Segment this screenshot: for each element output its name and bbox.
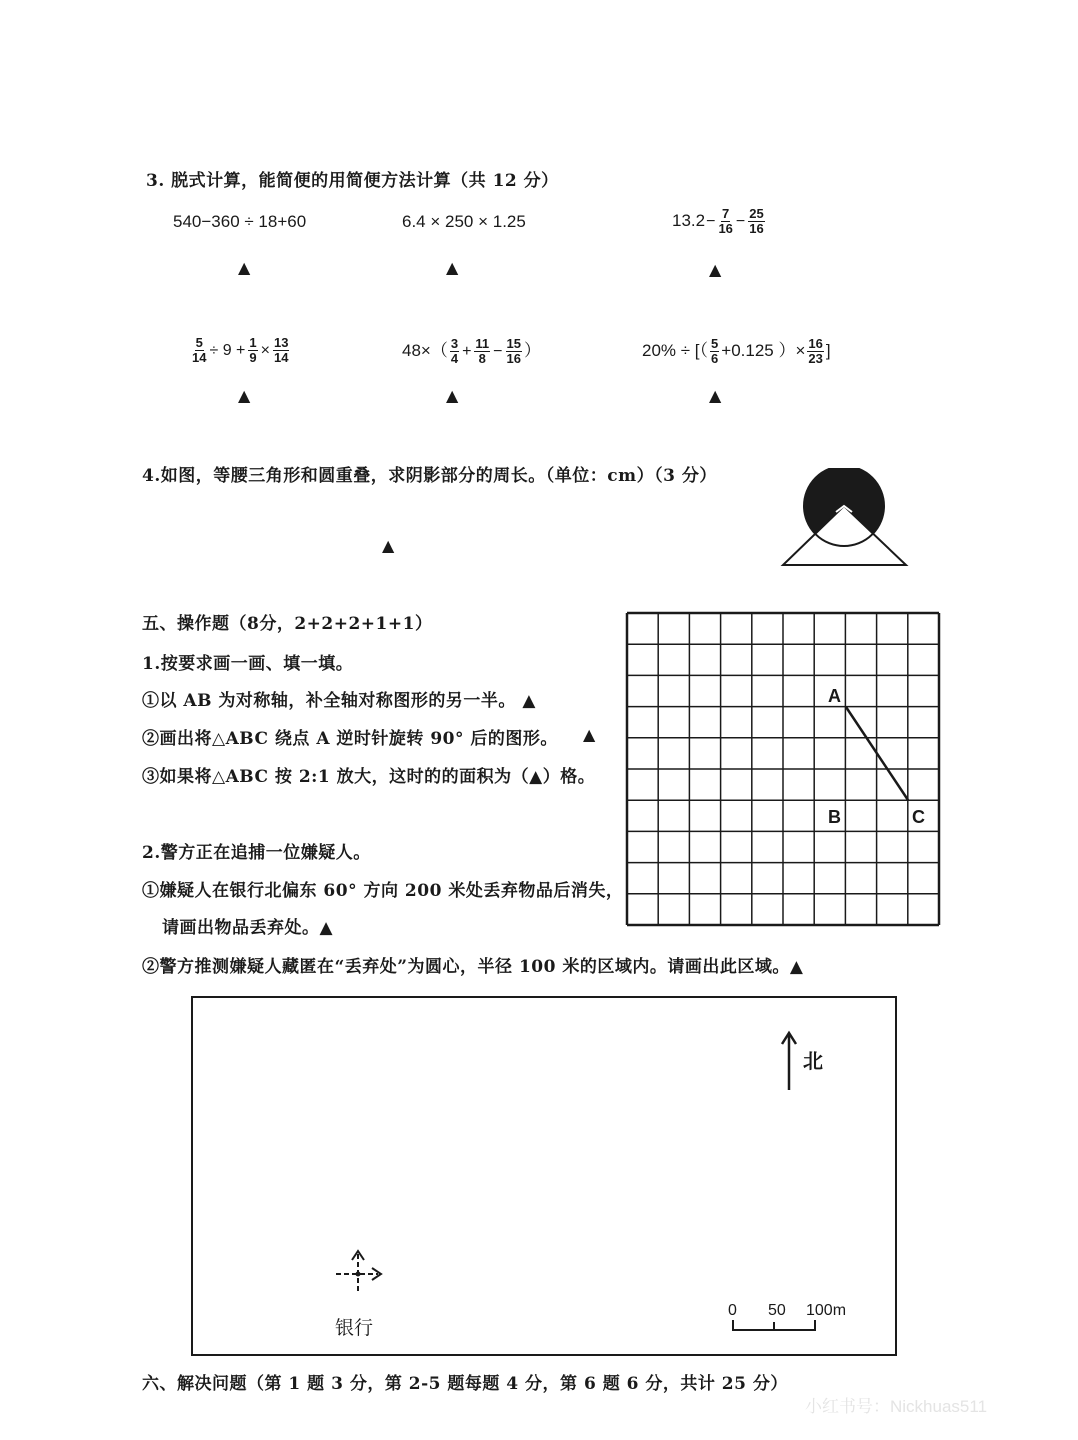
square-grid — [624, 610, 944, 932]
p1-item2-mark: ▲ — [583, 725, 596, 744]
p2-item1-line2: 请画出物品丢弃处。▲ — [162, 918, 334, 938]
p2-title: 2.警方正在追捕一位嫌疑人。 — [142, 843, 371, 863]
p2-item1-line1: ①嫌疑人在银行北偏东 60° 方向 200 米处丢弃物品后消失， — [142, 881, 624, 901]
expr-1: 540−360 ÷ 18+60 — [173, 212, 307, 231]
scale-label-0: 0 — [728, 1302, 737, 1319]
q4-answer-mark: ▲ — [382, 536, 395, 555]
q3-title: 3. 脱式计算，能简便的用简便方法计算（共 12 分） — [146, 171, 559, 191]
answer-mark-3: ▲ — [709, 260, 722, 279]
point-c-label: C — [912, 807, 925, 827]
bank-direction-cross-icon — [334, 1248, 384, 1298]
scale-label-100: 100m — [806, 1302, 847, 1319]
answer-mark-1: ▲ — [238, 258, 251, 277]
section5-title: 五、操作题（8分，2+2+2+1+1） — [142, 614, 433, 634]
north-arrow-icon — [778, 1030, 800, 1092]
watermark: 小红书号：Nickhuas511 — [805, 1397, 988, 1416]
expr-5: 48×（ $\frac{3}{4}$ + $\frac{11}{8}$ − $\frac{15}{16}$ ） — [402, 336, 541, 367]
answer-mark-4: ▲ — [238, 386, 251, 405]
p1-item2: ②画出将△ABC 绕点 A 逆时针旋转 90° 后的图形。 — [142, 729, 558, 749]
expr-2: 6.4 × 250 × 1.25 — [402, 212, 526, 231]
p1-item1: ①以 AB 为对称轴，补全轴对称图形的另一半。 ▲ — [142, 691, 536, 711]
q4-title: 4.如图，等腰三角形和圆重叠，求阴影部分的周长。（单位：cm）（3 分） — [142, 466, 717, 486]
circle-triangle-figure — [780, 468, 910, 570]
section6-title: 六、解决问题（第 1 题 3 分，第 2-5 题每题 4 分，第 6 题 6 分，共计 25 分） — [142, 1374, 788, 1394]
north-label: 北 — [803, 1049, 823, 1073]
answer-mark-6: ▲ — [709, 386, 722, 405]
expr-3: 13.2− $\frac{7}{16}$ − $\frac{25}{16}$ — [672, 206, 764, 236]
grid-lines — [627, 613, 939, 925]
expr-4: $\frac{5}{14}$ ÷ 9 + $\frac{1}{9}$ × $\frac{13}{14}$ — [192, 335, 289, 365]
expr-6: 20% ÷ [（ $\frac{5}{6}$ +0.125 ）× $\frac{16}{23}$ ] — [642, 336, 831, 367]
scale-bar — [728, 1318, 828, 1334]
p1-title: 1.按要求画一画、填一填。 — [142, 654, 354, 674]
answer-mark-5: ▲ — [446, 386, 459, 405]
bank-label: 银行 — [335, 1317, 374, 1339]
p2-item2: ②警方推测嫌疑人藏匿在“丢弃处”为圆心，半径 100 米的区域内。请画出此区域。▲ — [142, 957, 804, 977]
point-b-label: B — [828, 807, 841, 827]
scale-label-50: 50 — [768, 1302, 786, 1319]
answer-mark-2: ▲ — [446, 258, 459, 277]
point-a-label: A — [828, 686, 841, 706]
p1-item3: ③如果将△ABC 按 2:1 放大，这时的的面积为（▲）格。 — [142, 767, 596, 787]
